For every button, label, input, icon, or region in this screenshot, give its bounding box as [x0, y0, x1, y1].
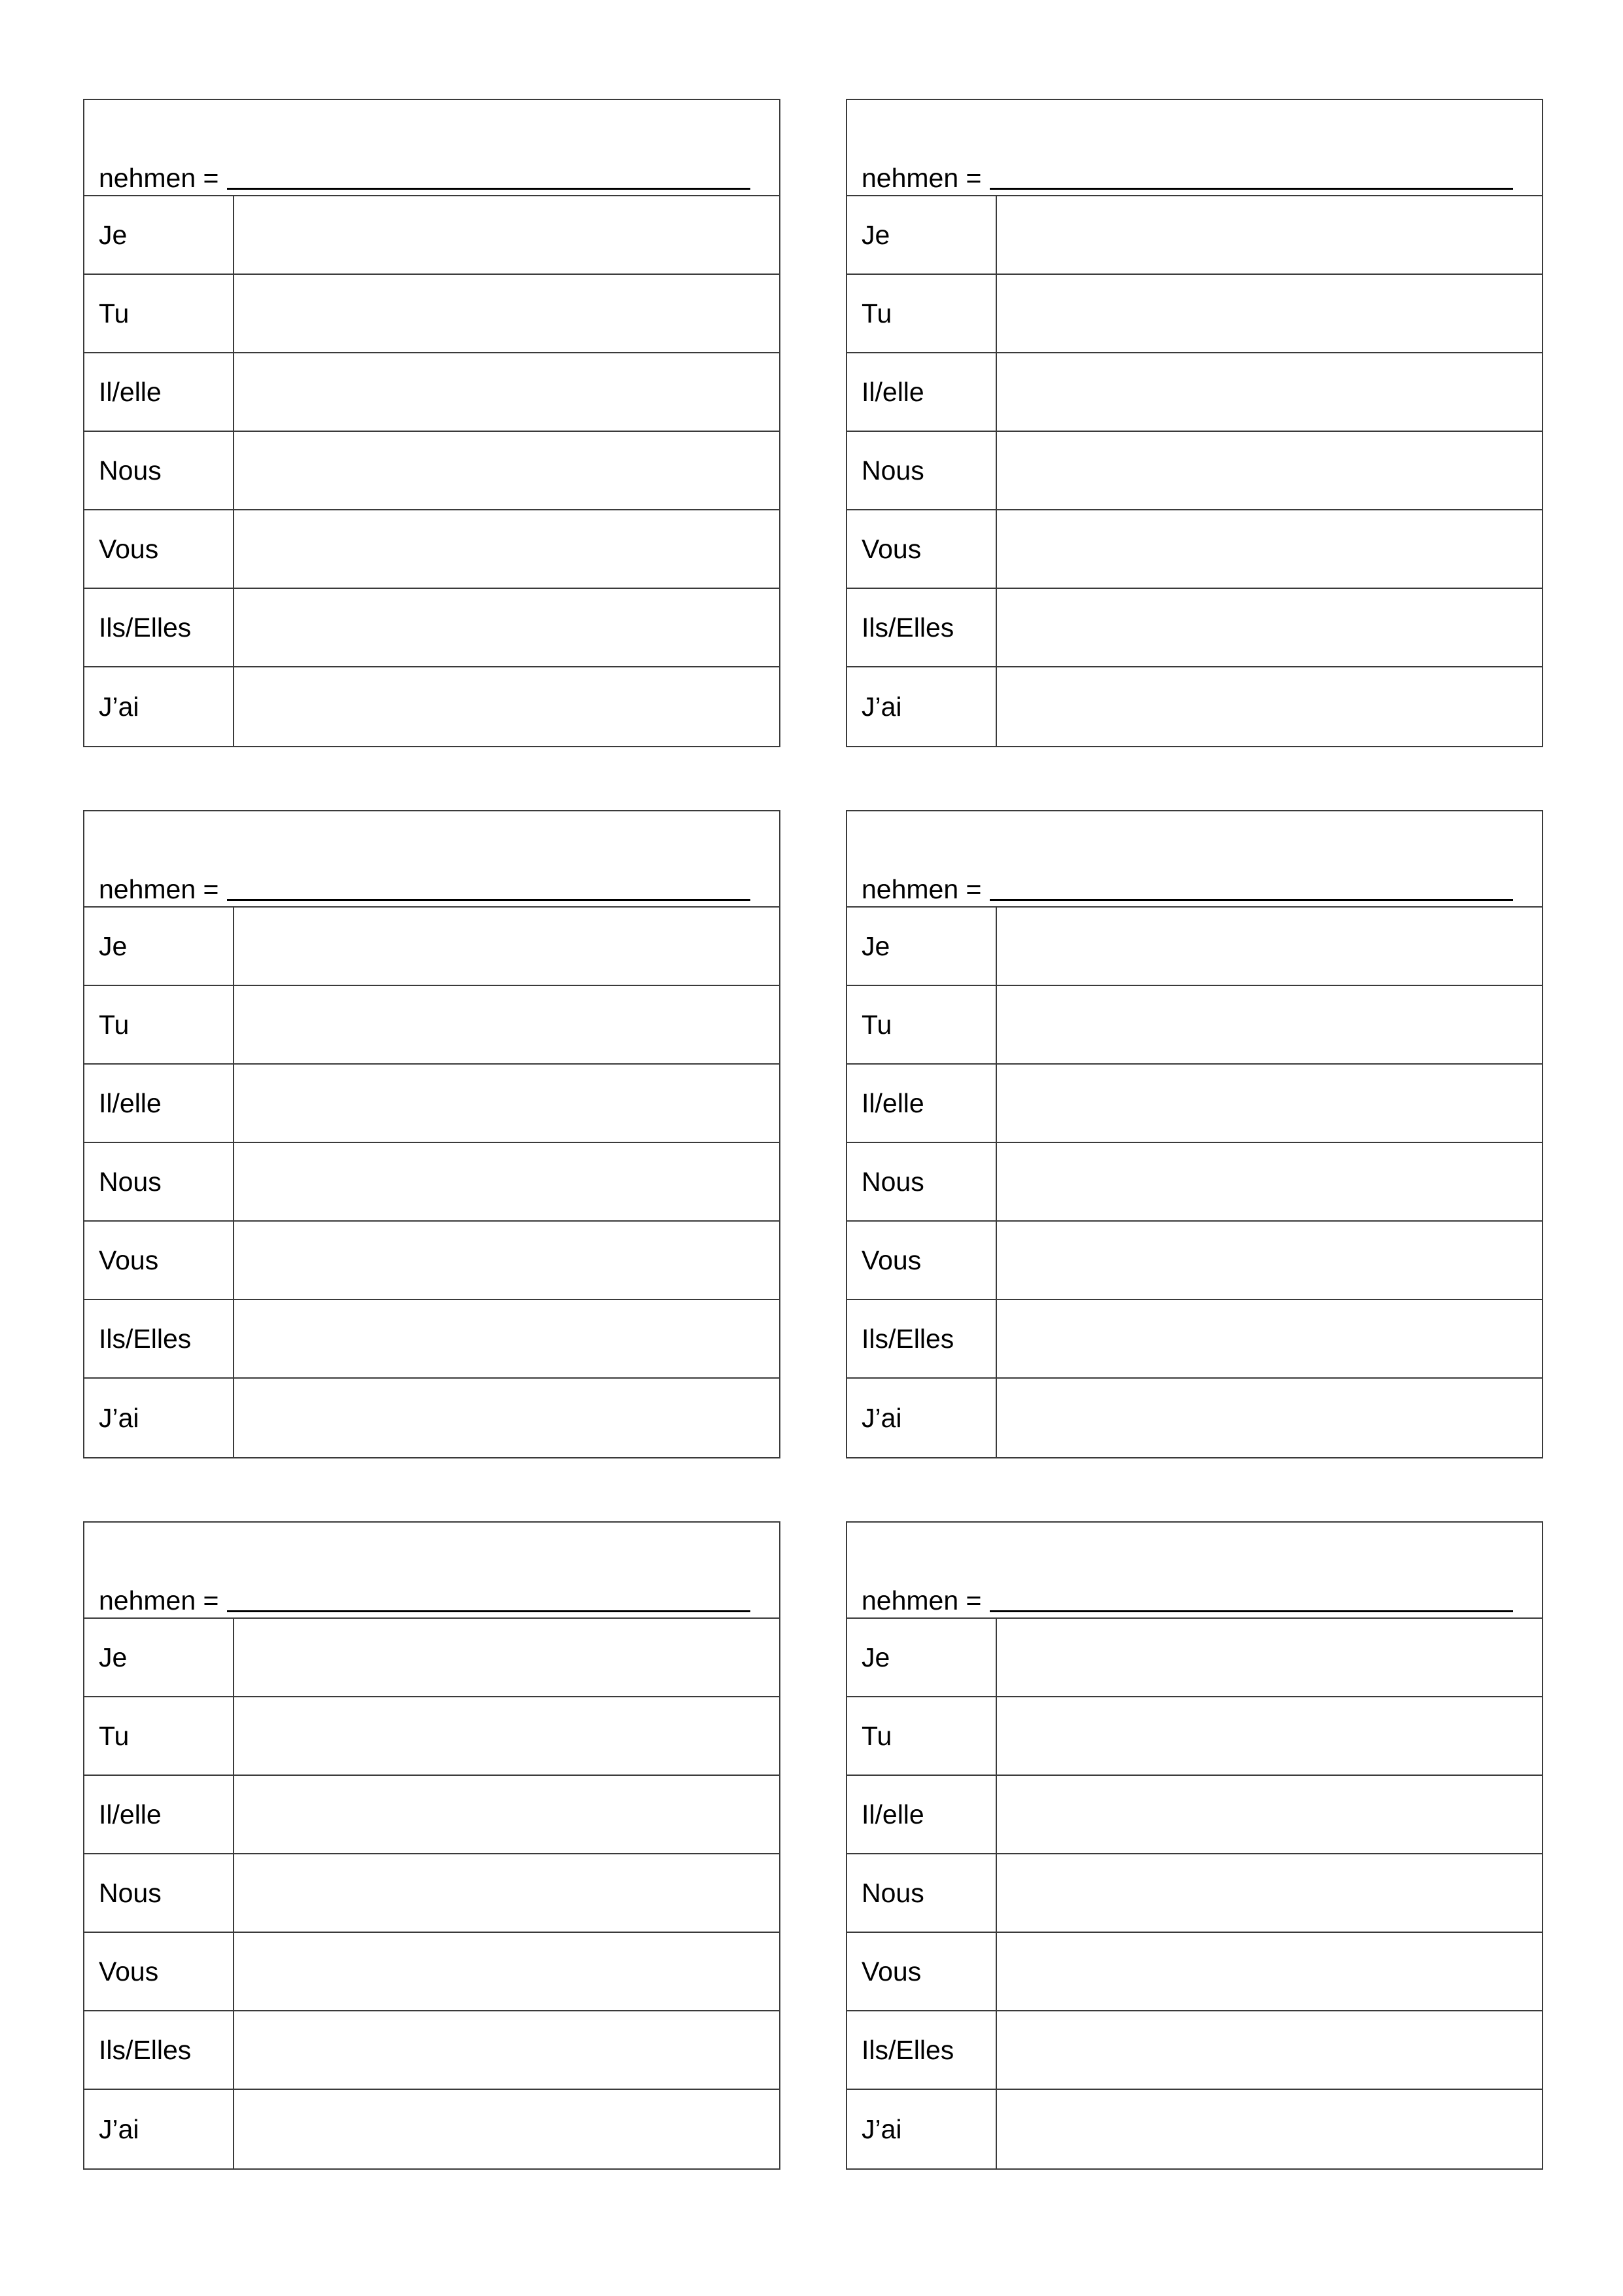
answer-cell[interactable]	[997, 667, 1542, 746]
translation-blank-line[interactable]	[990, 899, 1513, 901]
conjugation-row	[847, 667, 1542, 746]
pronoun-label: Il/elle	[84, 1065, 234, 1142]
answer-cell[interactable]	[234, 667, 779, 746]
conjugation-row	[84, 1300, 779, 1379]
pronoun-label: Ils/Elles	[847, 1300, 997, 1377]
conjugation-row	[84, 589, 779, 667]
conjugation-row	[84, 667, 779, 746]
pronoun-label: Je	[847, 908, 997, 985]
translation-blank-line[interactable]	[227, 188, 750, 190]
pronoun-label: J’ai	[847, 667, 997, 746]
answer-cell[interactable]	[997, 1379, 1542, 1457]
verb-title: nehmen =	[99, 163, 219, 193]
pronoun-label: Il/elle	[847, 353, 997, 431]
pronoun-label: Tu	[847, 275, 997, 352]
answer-cell[interactable]	[234, 275, 779, 352]
conjugation-row	[847, 1379, 1542, 1457]
pronoun-label: Vous	[84, 510, 234, 588]
pronoun-label: Nous	[847, 432, 997, 509]
card-header	[847, 100, 1542, 196]
translation-blank-line[interactable]	[227, 1610, 750, 1612]
pronoun-label: Je	[847, 196, 997, 274]
conjugation-row	[847, 1300, 1542, 1379]
pronoun-label: Ils/Elles	[847, 2011, 997, 2089]
conjugation-row	[847, 2090, 1542, 2168]
conjugation-row	[84, 1143, 779, 1222]
card-header	[84, 100, 779, 196]
answer-cell[interactable]	[234, 1300, 779, 1377]
conjugation-row	[84, 1222, 779, 1300]
card-title	[862, 162, 1513, 194]
conjugation-row	[847, 196, 1542, 275]
answer-cell[interactable]	[997, 353, 1542, 431]
verb-title: nehmen =	[862, 163, 982, 193]
pronoun-label: J’ai	[84, 2090, 234, 2168]
pronoun-label: Ils/Elles	[847, 589, 997, 666]
pronoun-label: Tu	[84, 986, 234, 1063]
answer-cell[interactable]	[234, 1222, 779, 1299]
answer-cell[interactable]	[997, 1300, 1542, 1377]
answer-cell[interactable]	[234, 908, 779, 985]
answer-cell[interactable]	[997, 510, 1542, 588]
conjugation-row	[84, 2011, 779, 2090]
conjugation-row	[84, 1776, 779, 1854]
card-header	[847, 811, 1542, 908]
answer-cell[interactable]	[234, 353, 779, 431]
conjugation-card	[846, 810, 1543, 1458]
answer-cell[interactable]	[997, 1854, 1542, 1932]
card-header	[84, 1523, 779, 1619]
conjugation-row	[847, 1697, 1542, 1776]
pronoun-label: Vous	[84, 1222, 234, 1299]
conjugation-row	[84, 1619, 779, 1697]
conjugation-row	[84, 432, 779, 510]
pronoun-label: Ils/Elles	[84, 1300, 234, 1377]
conjugation-row	[847, 1143, 1542, 1222]
card-header	[84, 811, 779, 908]
answer-cell[interactable]	[234, 1619, 779, 1696]
conjugation-card	[846, 1521, 1543, 2170]
conjugation-row	[84, 510, 779, 589]
card-title	[99, 162, 750, 194]
card-title	[99, 874, 750, 905]
conjugation-row	[84, 2090, 779, 2168]
pronoun-label: Je	[847, 1619, 997, 1696]
conjugation-row	[84, 196, 779, 275]
pronoun-label: J’ai	[847, 1379, 997, 1457]
conjugation-row	[847, 2011, 1542, 2090]
conjugation-row	[84, 1933, 779, 2011]
answer-cell[interactable]	[997, 1065, 1542, 1142]
conjugation-row	[847, 1065, 1542, 1143]
card-title	[99, 1585, 750, 1616]
answer-cell[interactable]	[997, 1619, 1542, 1696]
answer-cell[interactable]	[234, 510, 779, 588]
answer-cell[interactable]	[234, 2011, 779, 2089]
conjugation-row	[84, 275, 779, 353]
conjugation-row	[84, 353, 779, 432]
pronoun-label: Vous	[847, 1222, 997, 1299]
conjugation-row	[847, 510, 1542, 589]
pronoun-label: Nous	[847, 1854, 997, 1932]
pronoun-label: Tu	[847, 986, 997, 1063]
answer-cell[interactable]	[997, 2090, 1542, 2168]
conjugation-card	[83, 99, 780, 747]
pronoun-label: Nous	[847, 1143, 997, 1220]
answer-cell[interactable]	[234, 1697, 779, 1775]
translation-blank-line[interactable]	[990, 188, 1513, 190]
pronoun-label: Nous	[84, 1143, 234, 1220]
answer-cell[interactable]	[997, 1697, 1542, 1775]
answer-cell[interactable]	[234, 432, 779, 509]
pronoun-label: Ils/Elles	[84, 589, 234, 666]
pronoun-label: Tu	[84, 1697, 234, 1775]
answer-cell[interactable]	[997, 908, 1542, 985]
pronoun-label: Je	[84, 1619, 234, 1696]
answer-cell[interactable]	[997, 1222, 1542, 1299]
conjugation-card	[846, 99, 1543, 747]
conjugation-row	[847, 1222, 1542, 1300]
card-title	[862, 874, 1513, 905]
translation-blank-line[interactable]	[227, 899, 750, 901]
pronoun-label: Tu	[847, 1697, 997, 1775]
verb-title: nehmen =	[99, 1585, 219, 1616]
pronoun-label: Il/elle	[847, 1776, 997, 1853]
conjugation-row	[847, 1933, 1542, 2011]
verb-title: nehmen =	[99, 874, 219, 904]
answer-cell[interactable]	[234, 196, 779, 274]
pronoun-label: Vous	[847, 510, 997, 588]
answer-cell[interactable]	[234, 1933, 779, 2010]
pronoun-label: Il/elle	[847, 1065, 997, 1142]
conjugation-row	[847, 275, 1542, 353]
answer-cell[interactable]	[997, 275, 1542, 352]
answer-cell[interactable]	[997, 196, 1542, 274]
conjugation-row	[84, 908, 779, 986]
pronoun-label: Vous	[847, 1933, 997, 2010]
conjugation-card	[83, 810, 780, 1458]
answer-cell[interactable]	[997, 1933, 1542, 2010]
pronoun-label: Il/elle	[84, 1776, 234, 1853]
conjugation-row	[84, 1065, 779, 1143]
conjugation-row	[847, 589, 1542, 667]
pronoun-label: J’ai	[84, 1379, 234, 1457]
card-title	[862, 1585, 1513, 1616]
verb-title: nehmen =	[862, 1585, 982, 1616]
pronoun-label: Tu	[84, 275, 234, 352]
verb-title: nehmen =	[862, 874, 982, 904]
conjugation-row	[84, 1697, 779, 1776]
conjugation-row	[84, 1379, 779, 1457]
conjugation-row	[847, 1854, 1542, 1933]
conjugation-row	[847, 432, 1542, 510]
answer-cell[interactable]	[234, 589, 779, 666]
pronoun-label: Je	[84, 196, 234, 274]
answer-cell[interactable]	[997, 589, 1542, 666]
answer-cell[interactable]	[997, 432, 1542, 509]
answer-cell[interactable]	[997, 1776, 1542, 1853]
answer-cell[interactable]	[234, 1065, 779, 1142]
conjugation-row	[847, 1619, 1542, 1697]
pronoun-label: Il/elle	[84, 353, 234, 431]
answer-cell[interactable]	[997, 1143, 1542, 1220]
answer-cell[interactable]	[234, 1776, 779, 1853]
answer-cell[interactable]	[234, 1854, 779, 1932]
answer-cell[interactable]	[234, 986, 779, 1063]
pronoun-label: Vous	[84, 1933, 234, 2010]
answer-cell[interactable]	[234, 1143, 779, 1220]
pronoun-label: Je	[84, 908, 234, 985]
answer-cell[interactable]	[997, 986, 1542, 1063]
translation-blank-line[interactable]	[990, 1610, 1513, 1612]
pronoun-label: J’ai	[84, 667, 234, 746]
answer-cell[interactable]	[234, 2090, 779, 2168]
pronoun-label: Ils/Elles	[84, 2011, 234, 2089]
card-header	[847, 1523, 1542, 1619]
conjugation-row	[847, 986, 1542, 1065]
conjugation-row	[84, 1854, 779, 1933]
conjugation-row	[84, 986, 779, 1065]
conjugation-card	[83, 1521, 780, 2170]
pronoun-label: Nous	[84, 1854, 234, 1932]
pronoun-label: J’ai	[847, 2090, 997, 2168]
pronoun-label: Nous	[84, 432, 234, 509]
conjugation-row	[847, 353, 1542, 432]
answer-cell[interactable]	[997, 2011, 1542, 2089]
conjugation-row	[847, 1776, 1542, 1854]
answer-cell[interactable]	[234, 1379, 779, 1457]
conjugation-row	[847, 908, 1542, 986]
